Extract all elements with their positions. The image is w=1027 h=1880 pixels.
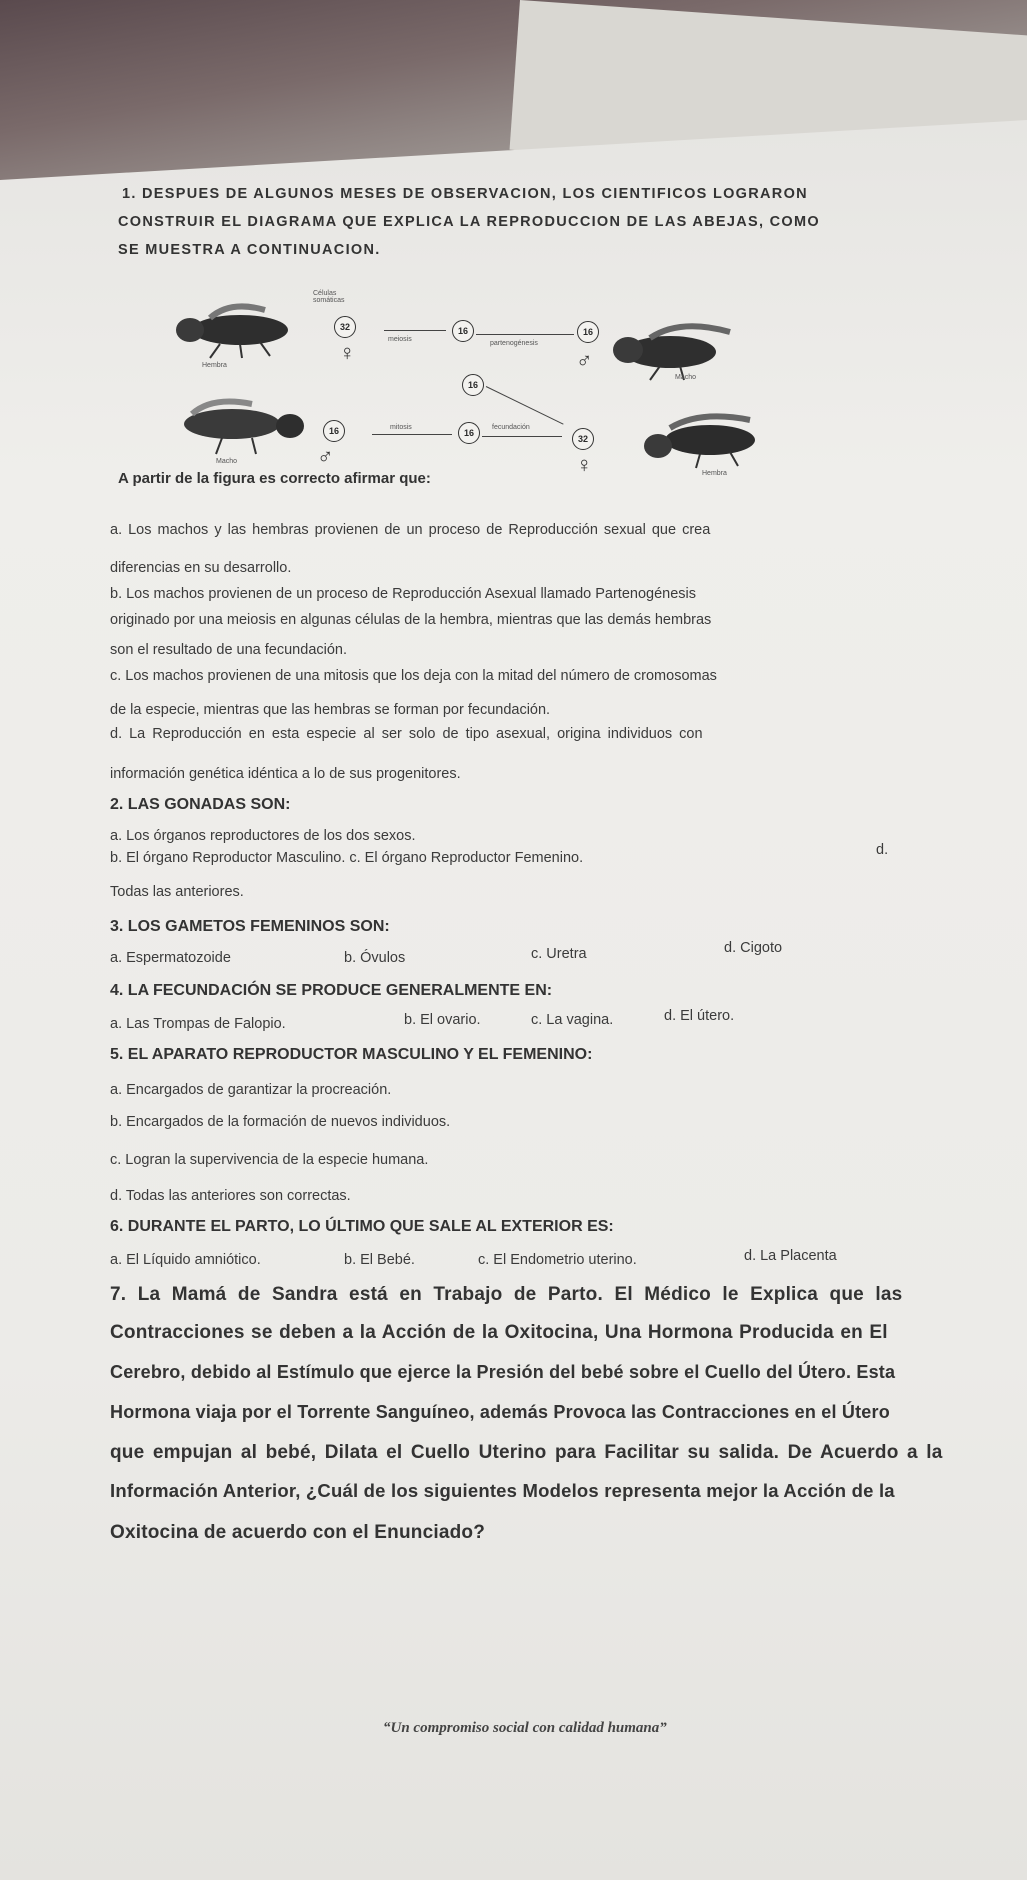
q5-option-a: a. Encargados de garantizar la procreación. bbox=[110, 1082, 392, 1098]
q1-line-3: SE MUESTRA A CONTINUACION. bbox=[118, 242, 381, 258]
q6-option-a: a. El Líquido amniótico. bbox=[110, 1252, 261, 1268]
q3-option-b: b. Óvulos bbox=[344, 950, 406, 966]
meiosis-label: meiosis bbox=[388, 336, 412, 343]
q2-option-a: a. Los órganos reproductores de los dos sexos. bbox=[110, 828, 416, 844]
fertilization-arrow bbox=[482, 436, 562, 437]
q7-line-2: Contracciones se deben a la Acción de la Oxitocina, Una Hormona Producida en El bbox=[110, 1322, 888, 1343]
female-bee-top-illustration bbox=[170, 300, 300, 360]
q2-option-d-text: Todas las anteriores. bbox=[110, 884, 244, 900]
q4-option-b: b. El ovario. bbox=[404, 1012, 481, 1028]
q2-option-b-c: b. El órgano Reproductor Masculino. c. El órgano Reproductor Femenino. bbox=[110, 850, 584, 866]
q1-line-2: CONSTRUIR EL DIAGRAMA QUE EXPLICA LA REPRODUCCION DE LAS ABEJAS, COMO bbox=[118, 214, 820, 230]
female-symbol-top: ♀ bbox=[339, 340, 356, 365]
q1-line-1: 1. DESPUES DE ALGUNOS MESES DE OBSERVACION, LOS CIENTIFICOS LOGRARON bbox=[122, 186, 808, 202]
q6-option-b: b. El Bebé. bbox=[344, 1252, 415, 1268]
q2-title: 2. LAS GONADAS SON: bbox=[110, 796, 291, 813]
q4-option-c: c. La vagina. bbox=[531, 1012, 614, 1028]
q4-option-a: a. Las Trompas de Falopio. bbox=[110, 1016, 286, 1032]
q5-option-d: d. Todas las anteriores son correctas. bbox=[110, 1188, 351, 1204]
female-symbol-bottom: ♀ bbox=[576, 452, 593, 477]
q1-option-a-line-1: a. Los machos y las hembras provienen de un proceso de Reproducción sexual que crea bbox=[110, 522, 711, 538]
male-caption-right: Macho bbox=[675, 374, 697, 381]
q1-option-b-line-1: b. Los machos provienen de un proceso de Reproducción Asexual llamado Partenogénesis bbox=[110, 586, 697, 602]
q7-line-3: Cerebro, debido al Estímulo que ejerce la Presión del bebé sobre el Cuello del Útero. Esta bbox=[110, 1362, 896, 1382]
parthenogenesis-label: partenogénesis bbox=[490, 340, 538, 347]
q6-option-d: d. La Placenta bbox=[744, 1248, 837, 1264]
fertilization-label: fecundación bbox=[492, 424, 530, 431]
male-symbol-bottom: ♂ bbox=[317, 444, 334, 469]
q1-option-b-line-3: son el resultado de una fecundación. bbox=[110, 642, 348, 658]
q3-option-c: c. Uretra bbox=[531, 946, 587, 962]
male-chromosome-circle: 16 bbox=[577, 321, 599, 343]
mitosis-label: mitosis bbox=[390, 424, 412, 431]
q7-line-4: Hormona viaja por el Torrente Sanguíneo, además Provoca las Contracciones en el Útero bbox=[110, 1402, 890, 1422]
q6-title: 6. DURANTE EL PARTO, LO ÚLTIMO QUE SALE AL EXTERIOR ES: bbox=[110, 1218, 614, 1235]
q1-option-c-line-1: c. Los machos provienen de una mitosis que los deja con la mitad del número de cromosomas bbox=[110, 668, 717, 684]
middle-chromosome-circle: 16 bbox=[462, 374, 484, 396]
female-caption-top: Hembra bbox=[202, 362, 227, 369]
male-symbol-right: ♂ bbox=[576, 348, 593, 373]
q1-prompt: A partir de la figura es correcto afirmar que: bbox=[118, 470, 431, 487]
q1-option-a-line-2: diferencias en su desarrollo. bbox=[110, 560, 292, 576]
q1-option-c-line-2: de la especie, mientras que las hembras se forman por fecundación. bbox=[110, 702, 551, 718]
q5-option-c: c. Logran la supervivencia de la especie humana. bbox=[110, 1152, 429, 1168]
q5-option-b: b. Encargados de la formación de nuevos individuos. bbox=[110, 1114, 451, 1130]
male-bee-right-illustration bbox=[610, 318, 745, 382]
somatic-cells-label: Células somáticas bbox=[313, 290, 345, 304]
footer-motto: “Un compromiso social con calidad humana” bbox=[383, 1720, 667, 1736]
female-chromosome-circle: 32 bbox=[572, 428, 594, 450]
q3-option-d: d. Cigoto bbox=[724, 940, 783, 956]
top-chromosome-circle: 32 bbox=[334, 316, 356, 338]
q7-line-5: que empujan al bebé, Dilata el Cuello Uterino para Facilitar su salida. De Acuerdo a la bbox=[110, 1442, 943, 1463]
meiosis-arrow bbox=[384, 330, 446, 331]
q6-option-c: c. El Endometrio uterino. bbox=[478, 1252, 637, 1268]
meiosis-result-circle: 16 bbox=[452, 320, 474, 342]
q7-line-7: Oxitocina de acuerdo con el Enunciado? bbox=[110, 1522, 486, 1543]
q4-option-d: d. El útero. bbox=[664, 1008, 735, 1024]
q7-line-6: Información Anterior, ¿Cuál de los siguientes Modelos representa mejor la Acción de la bbox=[110, 1480, 895, 1501]
male-caption-left: Macho bbox=[216, 458, 238, 465]
q1-option-d-line-2: información genética idéntica a lo de sus progenitores. bbox=[110, 766, 461, 782]
q3-title: 3. LOS GAMETOS FEMENINOS SON: bbox=[110, 918, 390, 935]
q7-line-1: 7. La Mamá de Sandra está en Trabajo de Parto. El Médico le Explica que las bbox=[110, 1284, 903, 1305]
female-caption-right: Hembra bbox=[702, 470, 727, 477]
q4-title: 4. LA FECUNDACIÓN SE PRODUCE GENERALMENTE EN: bbox=[110, 982, 553, 999]
q5-title: 5. EL APARATO REPRODUCTOR MASCULINO Y EL FEMENINO: bbox=[110, 1046, 593, 1063]
q3-option-a: a. Espermatozoide bbox=[110, 950, 231, 966]
q1-option-b-line-2: originado por una meiosis en algunas células de la hembra, mientras que las demás hembras bbox=[110, 612, 712, 628]
bottom-chromosome-circle: 16 bbox=[323, 420, 345, 442]
mitosis-result-circle: 16 bbox=[458, 422, 480, 444]
female-bee-bottom-illustration bbox=[640, 410, 760, 474]
q1-option-d-line-1: d. La Reproducción en esta especie al ser solo de tipo asexual, origina individuos con bbox=[110, 726, 703, 742]
parthenogenesis-arrow bbox=[476, 334, 574, 335]
male-bee-bottom-illustration bbox=[172, 396, 312, 456]
worksheet-page bbox=[0, 120, 1027, 1880]
q2-option-d-marker: d. bbox=[876, 842, 889, 858]
mitosis-arrow bbox=[372, 434, 452, 435]
